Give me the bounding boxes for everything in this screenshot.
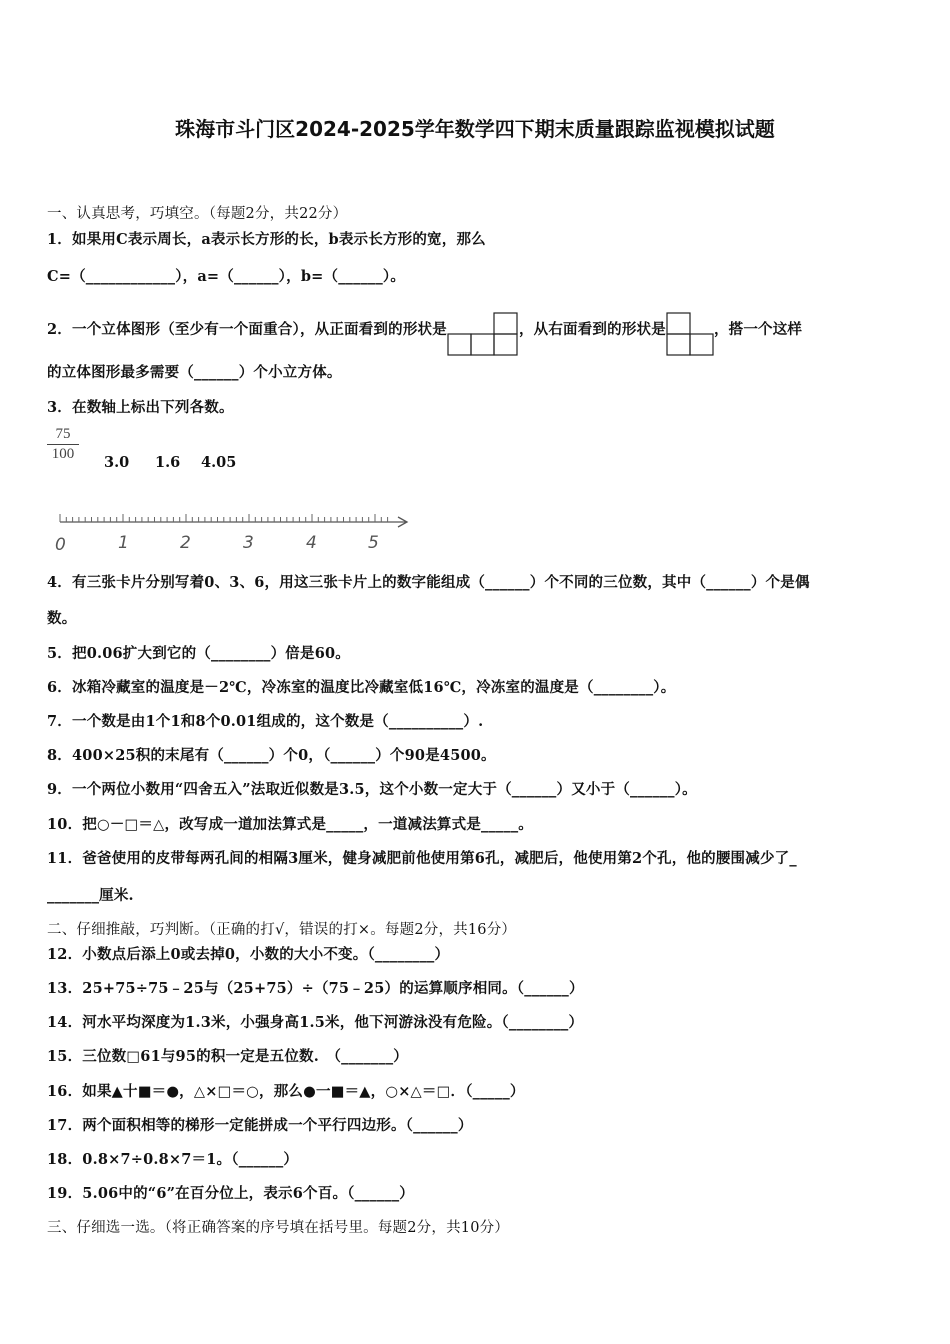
question-2-text-a: 2．一个立体图形（至少有一个面重合），从正面看到的形状是 [47, 321, 447, 338]
question-9: 9．一个两位小数用“四舍五入”法取近似数是3.5，这个小数一定大于（______）又小于（______）。 [47, 781, 697, 798]
question-14: 14．河水平均深度为1.3米，小强身高1.5米，他下河游泳没有危险。（________） [47, 1014, 584, 1031]
question-1-line2: C=（____________），a=（______），b=（______）。 [47, 268, 406, 285]
question-4-line1: 4．有三张卡片分别写着0、3、6，用这三张卡片上的数字能组成（______）个不同的三位数，其中（______）个是偶 [47, 574, 810, 591]
fraction-75-100 [47, 426, 79, 463]
question-11-line2: _______厘米. [47, 887, 134, 904]
question-2-text-b: ，从右面看到的形状是 [518, 321, 666, 338]
section2-heading: 二、仔细推敲，巧判断。（正确的打√，错误的打×。每题2分，共16分） [47, 922, 517, 938]
numberline-label-1: 1 [118, 533, 129, 553]
question-7: 7．一个数是由1个1和8个0.01组成的，这个数是（__________）. [47, 713, 484, 730]
number-line [50, 508, 420, 554]
question-2-line1 [47, 312, 802, 356]
section3-heading: 三、仔细选一选。（将正确答案的序号填在括号里。每题2分，共10分） [47, 1220, 510, 1236]
question-12: 12．小数点后添上0或去掉0，小数的大小不变。（________） [47, 946, 450, 963]
question-2-line2: 的立体图形最多需要（______）个小立方体。 [47, 364, 342, 381]
value-1-6: 1.6 [155, 454, 181, 471]
question-16: 16．如果▲十■＝●，△×□＝○，那么●一■＝▲，○×△＝□．（_____） [47, 1083, 525, 1100]
question-4-line2: 数。 [47, 610, 77, 627]
question-17: 17．两个面积相等的梯形一定能拼成一个平行四边形。（______） [47, 1117, 473, 1134]
numberline-label-2: 2 [180, 533, 191, 553]
question-3: 3．在数轴上标出下列各数。 [47, 399, 234, 416]
question-13: 13．25+75÷75﹣25与（25+75）÷（75﹣25）的运算顺序相同。（______） [47, 980, 584, 997]
question-19: 19．5.06中的“6”在百分位上，表示6个百。（______） [47, 1185, 415, 1202]
fraction-denominator: 100 [51, 446, 75, 462]
numberline-label-0: 0 [55, 535, 66, 554]
right-view-figure [666, 312, 714, 356]
value-3-0: 3.0 [104, 454, 130, 471]
fraction-numerator: 75 [47, 426, 79, 445]
numberline-label-3: 3 [243, 533, 254, 553]
question-10: 10．把○－□＝△，改写成一道加法算式是_____，一道减法算式是_____。 [47, 816, 533, 833]
question-2-text-c: ，搭一个这样 [713, 321, 803, 338]
value-4-05: 4.05 [201, 454, 237, 471]
numberline-label-5: 5 [368, 533, 379, 553]
question-5: 5．把0.06扩大到它的（________）倍是60。 [47, 645, 350, 662]
page-title: 珠海市斗门区2024-2025学年数学四下期末质量跟踪监视模拟试题 [175, 117, 775, 141]
numberline-label-4: 4 [306, 533, 317, 553]
question-18: 18．0.8×7÷0.8×7＝1。（______） [47, 1151, 299, 1168]
question-1-line1: 1．如果用C表示周长，a表示长方形的长，b表示长方形的宽，那么 [47, 231, 486, 248]
section1-heading: 一、认真思考，巧填空。（每题2分，共22分） [47, 206, 348, 222]
question-11-line1: 11．爸爸使用的皮带每两孔间的相隔3厘米，健身减肥前他使用第6孔，减肥后，他使用第2个孔，他的腰围减少了_ [47, 850, 797, 867]
question-6: 6．冰箱冷藏室的温度是－2℃，冷冻室的温度比冷藏室低16℃，冷冻室的温度是（________）。 [47, 679, 676, 696]
question-8: 8．400×25积的末尾有（______）个0，（______）个90是4500。 [47, 747, 496, 764]
question-15: 15．三位数□61与95的积一定是五位数. （_______） [47, 1048, 408, 1065]
front-view-figure [447, 312, 519, 356]
